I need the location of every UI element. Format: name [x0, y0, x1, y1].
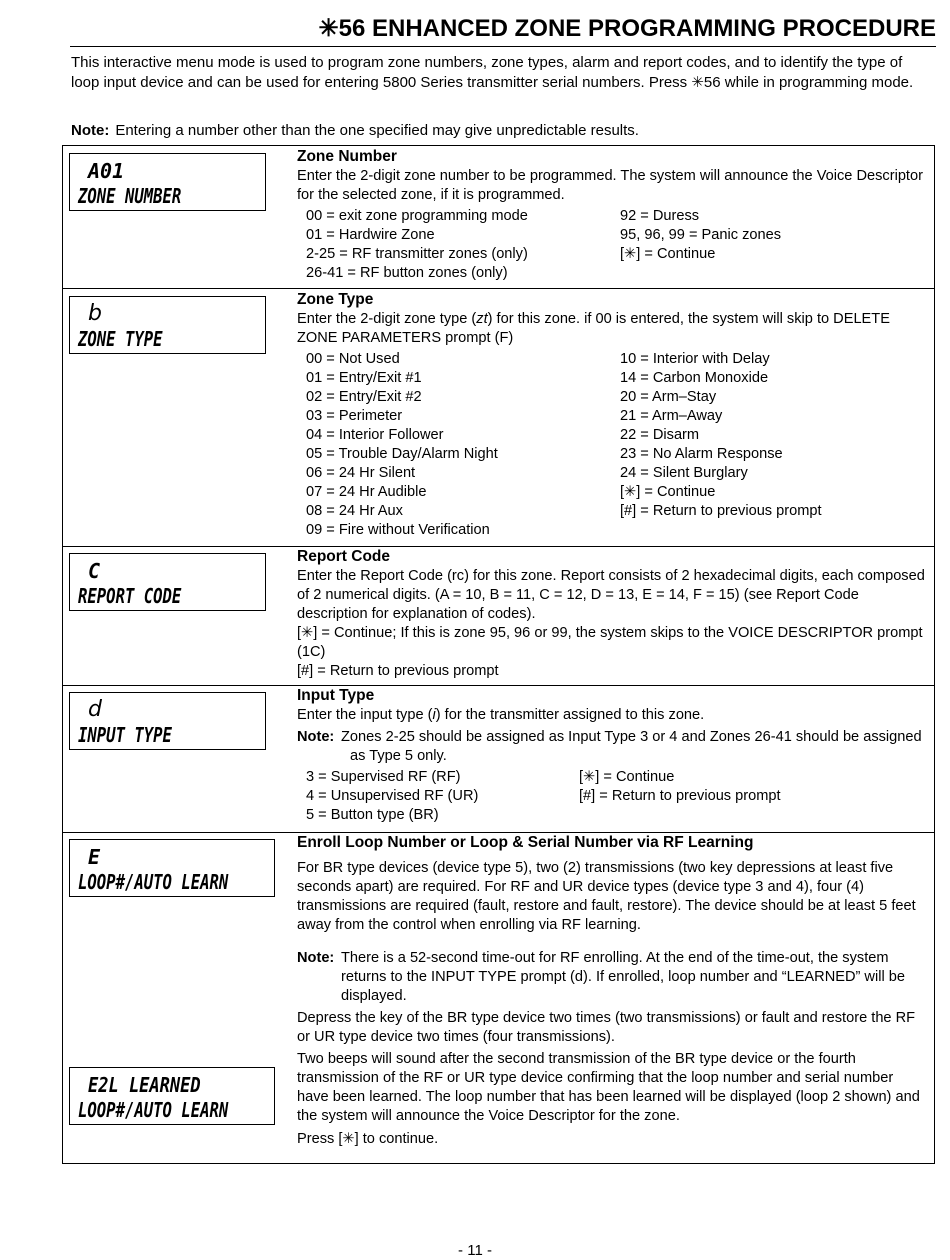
option-columns: [297, 350, 926, 540]
procedure-table: [62, 145, 935, 1164]
row-content: [297, 686, 926, 825]
option: 92 = Duress: [620, 208, 700, 224]
options-left: [306, 350, 498, 540]
option: 06 = 24 Hr Silent: [306, 465, 416, 481]
paragraph: Two beeps will sound after the second transmission of the BR type device or the fourth transmission of the RF or UR type device confirming that the loop number and serial number have been learned. The loop number that has been learned will be displayed (loop 2 shown) and the system will announce the Voice Descriptor for the zone.: [297, 1051, 920, 1124]
option: [✳] = Continue: [579, 769, 675, 785]
intro-paragraph: This interactive menu mode is used to program zone numbers, zone types, alarm and report codes, and to identify the type of loop input device and can be used for entering 5800 Series transmitter serial numbers. Press ✳56 while in programming mode.: [71, 54, 914, 91]
row-zone-type: [63, 288, 934, 547]
lcd-line1: E2L LEARNED: [88, 1073, 201, 1097]
option: 01 = Entry/Exit #1: [306, 370, 422, 386]
lcd-line2: INPUT TYPE: [78, 723, 172, 747]
option: 03 = Perimeter: [306, 408, 403, 424]
option: 14 = Carbon Monoxide: [620, 370, 769, 386]
row-content: [297, 547, 926, 681]
option: [✳] = Continue: [620, 484, 716, 500]
lcd-line2: ZONE NUMBER: [78, 184, 182, 208]
row-content: [297, 833, 926, 1149]
row-heading: Enroll Loop Number or Loop & Serial Number via RF Learning: [297, 834, 754, 851]
lcd-line1: C: [88, 559, 101, 583]
note-label: Note:: [297, 729, 335, 745]
option: 24 = Silent Burglary: [620, 465, 748, 481]
option: 08 = 24 Hr Aux: [306, 503, 403, 519]
row-note: [297, 728, 926, 766]
option: 02 = Entry/Exit #2: [306, 389, 422, 405]
option: 21 = Arm–Away: [620, 408, 723, 424]
option: 05 = Trouble Day/Alarm Night: [306, 446, 498, 462]
row-description: Enter the input type (i) for the transmitter assigned to this zone.: [297, 707, 705, 723]
row-description: Enter the Report Code (rc) for this zone. Report consists of 2 hexadecimal digits, each composed of 2 numerical digits. (A = 10, B = 11, C = 12, D = 13, E = 14, F = 15) (see Report Code description for explanation of codes).: [297, 568, 925, 622]
lcd-line2: LOOP#/AUTO LEARN: [78, 870, 229, 894]
row-content: [297, 290, 926, 540]
row-note: [297, 949, 926, 1006]
option: 20 = Arm–Stay: [620, 389, 717, 405]
intro-note: [71, 121, 639, 140]
lcd-line2: ZONE TYPE: [78, 327, 163, 351]
option: 00 = exit zone programming mode: [306, 208, 528, 224]
option: 2-25 = RF transmitter zones (only): [306, 246, 528, 262]
paragraph: For BR type devices (device type 5), two (2) transmissions (two key depressions at least five seconds apart) are required. For RF and UR device types (device type 3 and 4), four (4) transmissions are required (fault, restore and fault, restore). The device should be at least 5 feet away from the control when enrolling via RF learning.: [297, 860, 916, 933]
row-heading: Zone Number: [297, 148, 397, 165]
row-heading: Input Type: [297, 687, 375, 704]
lcd-line1: E: [88, 845, 101, 869]
note-label: Note:: [297, 950, 335, 966]
row-input-type: [63, 685, 934, 833]
option: 09 = Fire without Verification: [306, 522, 490, 538]
option-columns: [297, 768, 926, 825]
lcd-line2: REPORT CODE: [78, 584, 182, 608]
note-text: Entering a number other than the one specified may give unpredictable results.: [115, 122, 639, 139]
title-rule: [70, 46, 936, 47]
option: [#] = Return to previous prompt: [579, 788, 781, 804]
options-right: [579, 768, 781, 806]
row-content: [297, 147, 926, 283]
option: 23 = No Alarm Response: [620, 446, 783, 462]
row-enroll-loop: [63, 832, 934, 1165]
note-text: Zones 2-25 should be assigned as Input Type 3 or 4 and Zones 26-41 should be assigned as Type 5 only.: [341, 729, 922, 764]
option: 4 = Unsupervised RF (UR): [306, 788, 479, 804]
lcd-line1: d: [88, 697, 102, 722]
option: 22 = Disarm: [620, 427, 700, 443]
option: 00 = Not Used: [306, 351, 400, 367]
return-text: [#] = Return to previous prompt: [297, 663, 499, 679]
option: 26-41 = RF button zones (only): [306, 265, 508, 281]
option: 01 = Hardwire Zone: [306, 227, 435, 243]
paragraph: Depress the key of the BR type device two times (two transmissions) or fault and restore the RF or UR type device two times (four transmissions).: [297, 1010, 916, 1045]
page-title: ✳56 ENHANCED ZONE PROGRAMMING PROCEDURE: [318, 15, 936, 42]
option: 04 = Interior Follower: [306, 427, 444, 443]
option: 10 = Interior with Delay: [620, 351, 770, 367]
options-left: [306, 768, 478, 825]
note-text: There is a 52-second time-out for RF enrolling. At the end of the time-out, the system returns to the INPUT TYPE prompt (d). If enrolled, loop number and “LEARNED” will be displayed.: [341, 950, 905, 1004]
page-number: - 11 -: [458, 1242, 492, 1259]
row-description: Enter the 2-digit zone type (zt) for this zone. if 00 is entered, the system will skip to DELETE ZONE PARAMETERS prompt (F): [297, 311, 890, 346]
option: 95, 96, 99 = Panic zones: [620, 227, 782, 243]
options-right: [620, 207, 781, 264]
option: 07 = 24 Hr Audible: [306, 484, 427, 500]
lcd-line1: b: [88, 301, 102, 326]
row-report-code: [63, 546, 934, 686]
paragraph: Press [✳] to continue.: [297, 1131, 439, 1147]
options-left: [306, 207, 528, 283]
options-right: [620, 350, 822, 521]
option: 3 = Supervised RF (RF): [306, 769, 461, 785]
continue-text: [✳] = Continue; If this is zone 95, 96 or 99, the system skips to the VOICE DESCRIPTOR prompt (1C): [297, 625, 923, 660]
option: 5 = Button type (BR): [306, 807, 439, 823]
row-heading: Zone Type: [297, 291, 374, 308]
row-heading: Report Code: [297, 548, 390, 565]
lcd-display: [69, 296, 266, 354]
option: [✳] = Continue: [620, 246, 716, 262]
lcd-display: [69, 839, 275, 897]
row-zone-number: [63, 146, 934, 289]
lcd-line2: LOOP#/AUTO LEARN: [78, 1098, 229, 1122]
lcd-display-learned: [69, 1067, 275, 1125]
note-label: Note:: [71, 122, 110, 139]
row-description: Enter the 2-digit zone number to be programmed. The system will announce the Voice Descriptor for the selected zone, if it is programmed.: [297, 168, 923, 203]
lcd-display: [69, 553, 266, 611]
lcd-display: [69, 153, 266, 211]
lcd-display: [69, 692, 266, 750]
lcd-line1: A01: [88, 159, 125, 183]
option-columns: [297, 207, 926, 283]
option: [#] = Return to previous prompt: [620, 503, 822, 519]
